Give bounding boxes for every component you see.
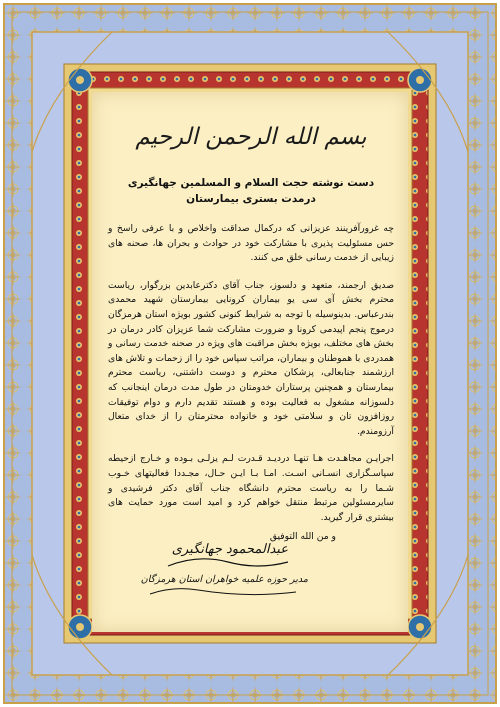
- basmala-calligraphy: بسم الله الرحمن الرحیم: [135, 124, 367, 150]
- signature-name: عبدالمحمود جهانگیری: [171, 542, 288, 557]
- letter-document: [108, 100, 394, 620]
- closing-line: و من الله التوفیق: [269, 531, 336, 543]
- paragraph-1: چه غرورآفرینند عزیزانی که درکمال صداقت واخلاص و با عرفی راسخ و حس مسئولیت پذیری با مشارکت خود در حوادث و بحران ها، صحنه های زیبایی از خدمت رسانی خلق می کنند.: [108, 223, 394, 264]
- signature-block: [138, 540, 308, 600]
- title-line-2: درمدت بستری بیمارستان: [186, 193, 316, 205]
- title-line-1: دست نوشته حجت السلام و المسلمین جهانگیری: [127, 177, 375, 189]
- paragraph-3: اجرایـن مجاهـدت هـا تنهـا دردیـد قـدرت لـم یزلـی بـوده و خـارج ازحیطه سپاسـگزاری انسـانی اسـت. امـا بـا ایـن حـال، مجـددا فعالیتهای خـوب شـما را به ریاست محترم دانشگاه جناب آقای دکتر فرشیدی و سایرمسئولین مرتبط منتقل خواهم کرد و امید است مورد حمایت های بیشتری قرار گیرید.: [108, 453, 394, 523]
- signature-role: مدیر حوزه علمیه خواهران استان هرمزگان: [140, 574, 308, 585]
- letter-title: [108, 175, 394, 207]
- letter-body: [108, 222, 394, 545]
- paragraph-2: صدیق ارجمند، متعهد و دلسوز، جناب آقای دکترعابدین بزرگوار، ریاست محترم بخش آی سی یو بیماران کرونایی بیمارستان شهید محمدی بندرعباس. بدینوسیله با توجه به شرایط کنونی کشور بویژه استان هرمزگان درموج پنجم اپیدمی کرونا و ضرورت مشارکت شما عزیزان کادر درمان در بخش های مختلف، بویژه بخش مراقبت های ویژه در صحنه خدمت رسانی و همدردی با هموطنان و بیماران، مراتب سپاس خود را از زحمات و تلاش های ارزشمند جنابعالی، پزشکان محترم و دوست داشتنی، ریاست محترم بیمارستان و همچنین پرستاران خدومتان در طول مدت درمان اینجانب که دلسوزانه مشغول به فعالیت بوده و هستند تقدیم دارم و دوام توفیقات روزافزون تان و سلامتی خود و خانواده محترمتان را از خدای متعال آرزومندم.: [108, 279, 394, 437]
